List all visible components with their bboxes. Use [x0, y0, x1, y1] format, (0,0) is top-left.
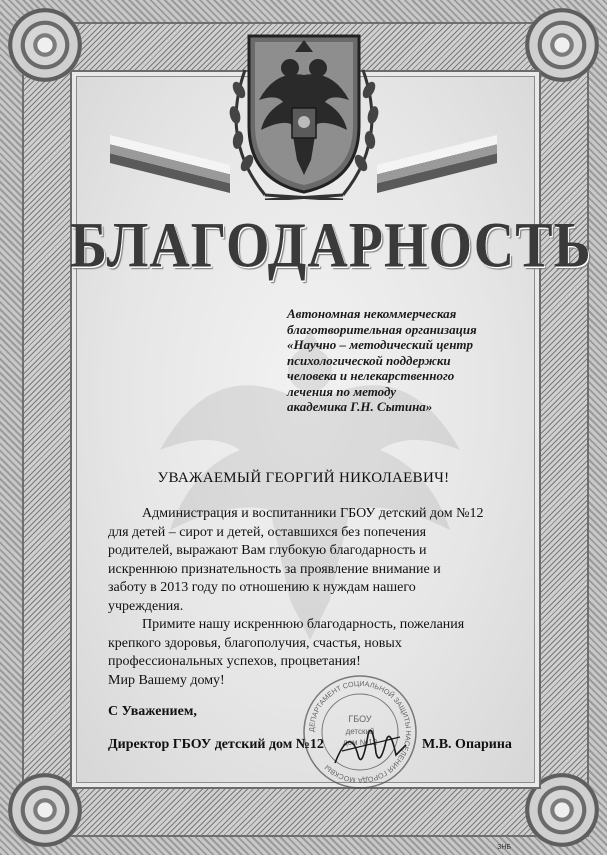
print-mark: ЗНБ: [497, 844, 511, 851]
body-line: родителей, выражают Вам глубокую благодарность и: [108, 543, 427, 558]
body-line: учреждения.: [108, 598, 184, 614]
body-line: Примите нашу искреннюю благодарность, пожелания: [142, 617, 465, 632]
handwritten-signature: [330, 715, 410, 775]
organization-line: благотворительная организация: [287, 321, 477, 337]
certificate-body: [108, 505, 503, 690]
organization-line: академика Г.Н. Сытина»: [287, 399, 433, 414]
signatory-name: М.В. Опарина: [422, 737, 512, 752]
body-line: профессиональных успехов, процветания!: [108, 654, 361, 669]
body-line: искреннюю признательность за проявление внимание и: [108, 561, 441, 577]
organization-line: лечения по методу: [287, 383, 397, 399]
regards-text: С Уважением,: [108, 704, 197, 719]
body-line: Администрация и воспитанники ГБОУ детский дом №12: [142, 506, 484, 521]
stamp-center-text: ГБОУ: [348, 714, 372, 724]
stamp-center-text: дом №12: [342, 738, 378, 747]
signatory-title: Директор ГБОУ детский дом №12: [108, 737, 324, 752]
body-line: для детей – сирот и детей, оставшихся без попечения: [108, 524, 427, 540]
coat-of-arms-icon: [225, 30, 383, 200]
stamp-ring-text: ДЕПАРТАМЕНТ СОЦИАЛЬНОЙ ЗАЩИТЫ НАСЕЛЕНИЯ ГОРОДА МОСКВЫ: [306, 678, 414, 786]
stamp-center-text: детский: [345, 727, 375, 736]
body-line: заботу в 2013 году по отношению к нуждам нашего: [108, 580, 416, 595]
organization-line: человека и нелекарственного: [287, 368, 455, 383]
certificate-title: БЛАГОДАРНОСТЬ: [70, 210, 592, 282]
organization-line: Автономная некоммерческая: [287, 306, 457, 321]
organization-block: [287, 306, 527, 415]
organization-line: «Научно – методический центр: [287, 337, 474, 352]
body-line: Мир Вашему дому!: [108, 672, 225, 688]
body-line: крепкого здоровья, благополучия, счастья, новых: [108, 635, 402, 651]
greeting: УВАЖАЕМЫЙ ГЕОРГИЙ НИКОЛАЕВИЧ!: [157, 470, 450, 486]
organization-line: психологической поддержки: [287, 352, 451, 368]
